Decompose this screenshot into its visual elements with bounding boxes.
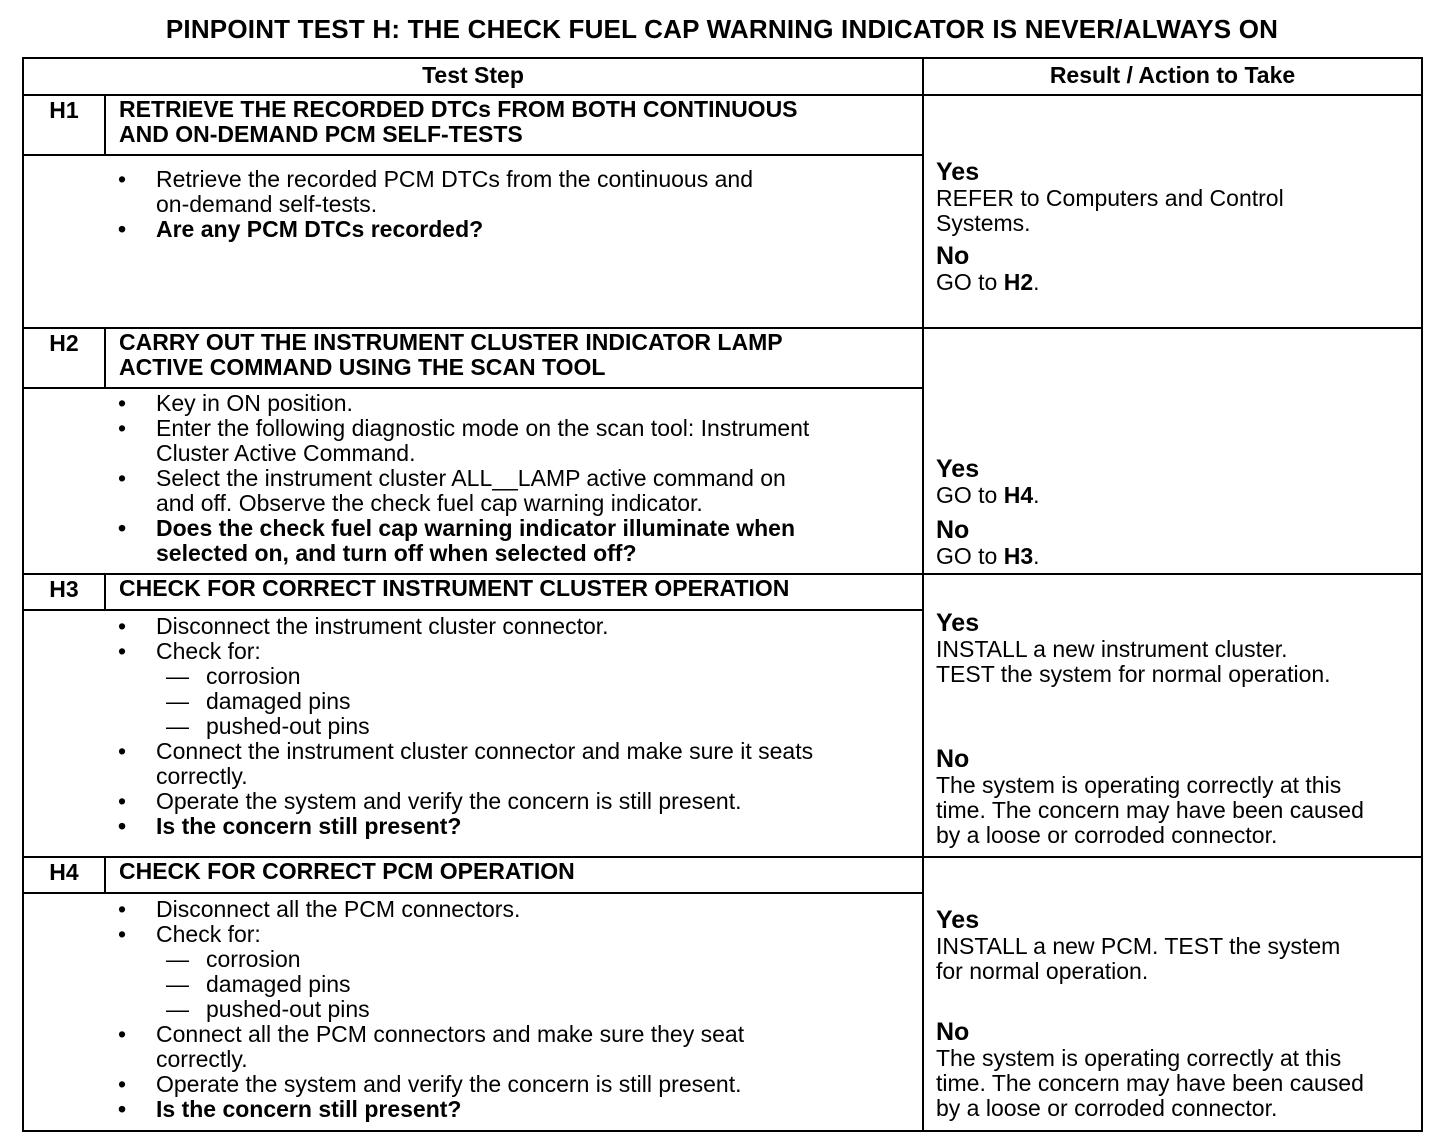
test-heading (24, 856, 922, 894)
test-title-line: ACTIVE COMMAND USING THE SCAN TOOL (119, 354, 606, 380)
step-list (24, 391, 922, 573)
list-item: • Does the check fuel cap warning indicator illuminate when selected on, and turn off when selected off? (24, 516, 922, 566)
result-cell (936, 573, 1413, 856)
result-header: Result / Action to Take (1049, 62, 1296, 88)
list-item: • Retrieve the recorded PCM DTCs from the continuous and on-demand self-tests. (24, 167, 922, 217)
step-list (24, 167, 922, 327)
pinpoint-table (22, 57, 1423, 1132)
test-h4 (24, 856, 1421, 1132)
list-item: — pushed-out pins (24, 714, 922, 739)
test-step-cell (24, 94, 924, 327)
test-title-line: CARRY OUT THE INSTRUMENT CLUSTER INDICATOR LAMP (119, 329, 783, 355)
list-item: • Is the concern still present? (24, 814, 922, 839)
list-item: • Enter the following diagnostic mode on the scan tool: Instrument Cluster Active Command. (24, 416, 922, 466)
page-title: PINPOINT TEST H: THE CHECK FUEL CAP WARNING INDICATOR IS NEVER/ALWAYS ON (165, 14, 1279, 44)
test-ref-link: H4 (1003, 482, 1034, 508)
test-title-line: RETRIEVE THE RECORDED DTCs FROM BOTH CONTINUOUS (119, 96, 798, 122)
no-result: No The system is operating correctly at this time. The concern may have been caused by a loose or corroded connector. (936, 745, 1413, 848)
test-step-cell (24, 327, 924, 573)
test-id: H2 (24, 327, 106, 387)
yes-result: Yes REFER to Computers and Control Systems. (936, 158, 1413, 236)
list-item: • Operate the system and verify the concern is still present. (24, 789, 922, 814)
list-item: — damaged pins (24, 689, 922, 714)
step-list (24, 614, 922, 856)
list-item: • Is the concern still present? (24, 1097, 922, 1122)
no-result: No The system is operating correctly at this time. The concern may have been caused by a loose or corroded connector. (936, 1018, 1413, 1121)
list-item: • Key in ON position. (24, 391, 922, 416)
list-item: • Connect all the PCM connectors and make sure they seat correctly. (24, 1022, 922, 1072)
list-item: — damaged pins (24, 972, 922, 997)
test-id: H1 (24, 94, 106, 154)
no-label: No (936, 516, 970, 544)
result-cell (936, 327, 1413, 573)
list-item: • Check for: (24, 922, 922, 947)
test-heading (24, 573, 922, 611)
test-step-header: Test Step (24, 59, 924, 94)
yes-label: Yes (936, 906, 980, 934)
yes-label: Yes (936, 158, 980, 186)
yes-label: Yes (936, 609, 980, 637)
no-label: No (936, 1018, 970, 1046)
table-header (24, 59, 1421, 96)
yes-result: Yes INSTALL a new instrument cluster. TEST the system for normal operation. (936, 609, 1413, 687)
list-item: • Disconnect the instrument cluster connector. (24, 614, 922, 639)
yes-result: Yes GO to H4. (936, 455, 1413, 508)
test-h2 (24, 327, 1421, 575)
test-id: H3 (24, 573, 106, 609)
result-cell (936, 94, 1413, 327)
test-h1 (24, 94, 1421, 329)
yes-label: Yes (936, 455, 980, 483)
yes-result: Yes INSTALL a new PCM. TEST the system for normal operation. (936, 906, 1413, 984)
list-item: — corrosion (24, 947, 922, 972)
list-item: • Select the instrument cluster ALL__LAMP active command on and off. Observe the check fuel cap warning indicator. (24, 466, 922, 516)
test-title-line: CHECK FOR CORRECT INSTRUMENT CLUSTER OPERATION (119, 575, 790, 601)
test-id: H4 (24, 856, 106, 892)
list-item: — pushed-out pins (24, 997, 922, 1022)
test-title (119, 859, 912, 884)
step-list (24, 897, 922, 1132)
list-item: • Are any PCM DTCs recorded? (24, 217, 922, 242)
list-item: • Operate the system and verify the concern is still present. (24, 1072, 922, 1097)
list-item: • Connect the instrument cluster connector and make sure it seats correctly. (24, 739, 922, 789)
no-label: No (936, 745, 970, 773)
test-title-line: CHECK FOR CORRECT PCM OPERATION (119, 858, 575, 884)
list-item: • Disconnect all the PCM connectors. (24, 897, 922, 922)
test-ref-link: H3 (1003, 543, 1034, 569)
test-step-cell (24, 856, 924, 1132)
test-ref-link: H2 (1003, 269, 1034, 295)
test-h3 (24, 573, 1421, 858)
test-title-line: AND ON-DEMAND PCM SELF-TESTS (119, 121, 523, 147)
test-title (119, 576, 912, 601)
result-cell (936, 856, 1413, 1132)
test-title (119, 330, 912, 380)
test-heading (24, 94, 922, 156)
test-title (119, 97, 912, 147)
test-heading (24, 327, 922, 389)
no-result: No GO to H3. (936, 516, 1413, 569)
no-result: No GO to H2. (936, 242, 1413, 295)
no-label: No (936, 242, 970, 270)
list-item: • Check for: (24, 639, 922, 664)
test-step-cell (24, 573, 924, 856)
list-item: — corrosion (24, 664, 922, 689)
